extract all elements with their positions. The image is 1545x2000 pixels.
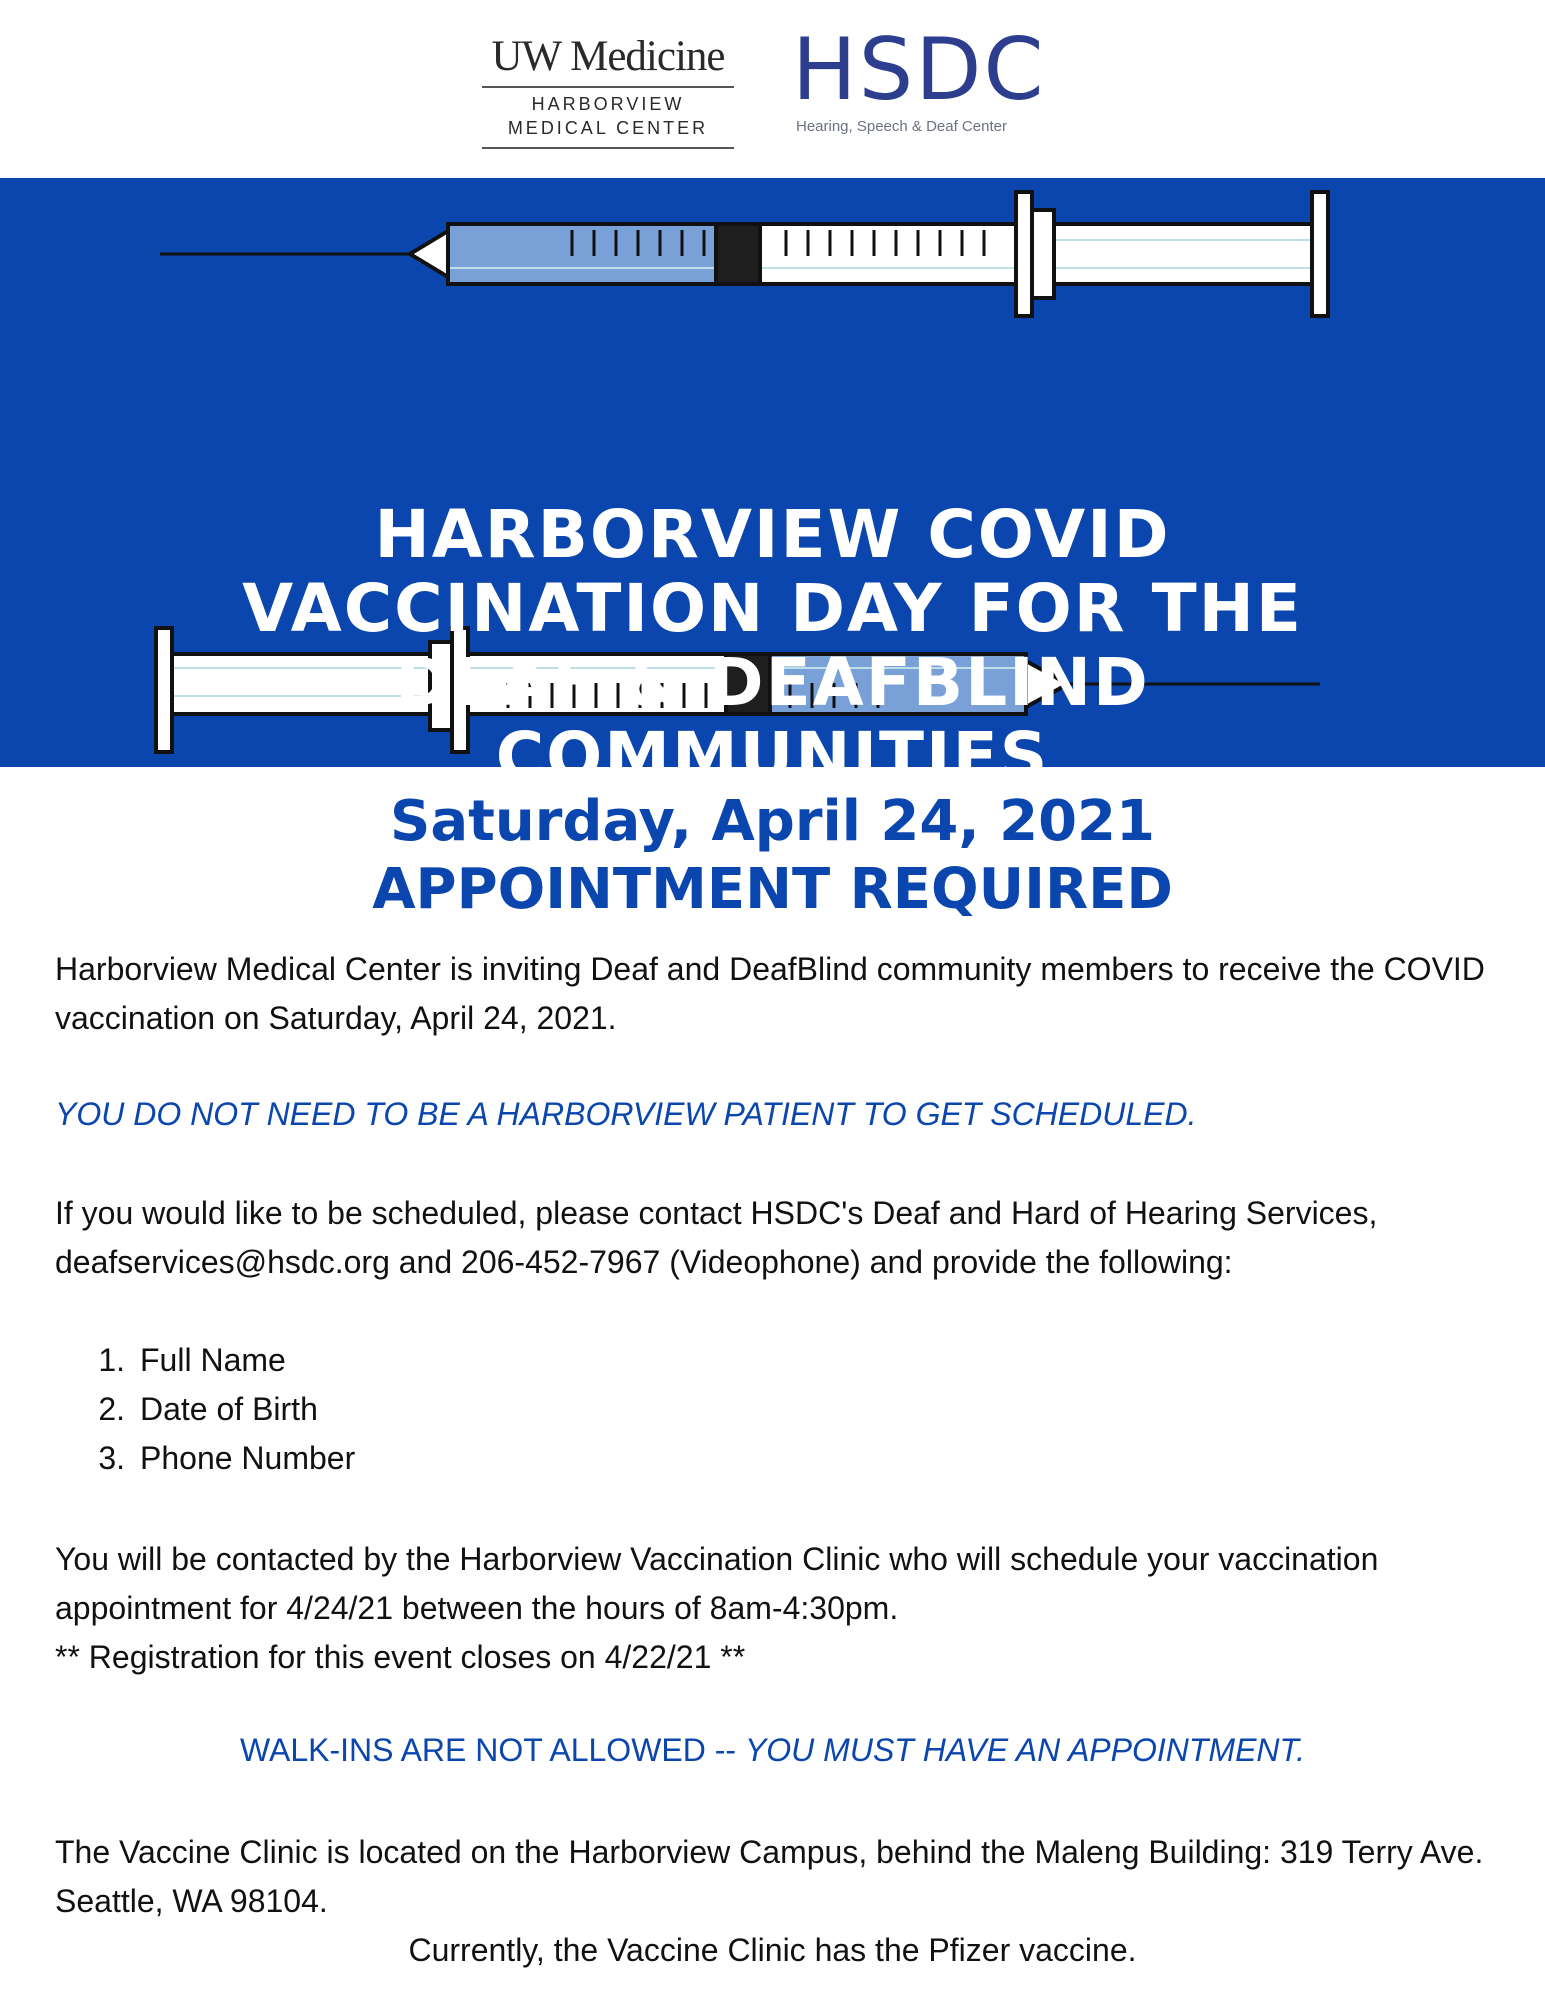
list-item [55, 1434, 355, 1483]
contact-paragraph: If you would like to be scheduled, please contact HSDC's Deaf and Hard of Hearing Services, deafservices@hsdc.org and 206-452-7967 (Videophone) and provide the following: [55, 1195, 1378, 1280]
appointment-notice: APPOINTMENT REQUIRED [372, 857, 1173, 922]
list-number: 2. [98, 1391, 125, 1427]
uw-sub-line-1: HARBORVIEW [531, 94, 685, 114]
list-item-text: Phone Number [140, 1440, 356, 1476]
list-item-text: Date of Birth [140, 1391, 318, 1427]
event-heading [0, 788, 1545, 924]
hsdc-logo [790, 20, 1060, 140]
banner-title-line: VACCINATION DAY FOR THE [242, 570, 1303, 647]
list-number: 3. [98, 1440, 125, 1476]
intro-paragraph: Harborview Medical Center is inviting Deaf and DeafBlind community members to receive the COVID vaccination on Saturday, April 24, 2021. [55, 951, 1485, 1036]
hsdc-tagline: Hearing, Speech & Deaf Center [796, 118, 1007, 135]
banner-title-line: HARBORVIEW COVID [374, 496, 1171, 573]
uw-sub-line-2: MEDICAL CENTER [507, 118, 709, 138]
location-paragraph: The Vaccine Clinic is located on the Harborview Campus, behind the Maleng Building: 319 Terry Ave. Seattle, WA 98104. [55, 1834, 1484, 1919]
vaccine-type-note: Currently, the Vaccine Clinic has the Pfizer vaccine. [408, 1932, 1137, 1968]
not-patient-notice: YOU DO NOT NEED TO BE A HARBORVIEW PATIENT TO GET SCHEDULED. [55, 1096, 1197, 1132]
list-item-text: Full Name [140, 1342, 286, 1378]
logo-rule [482, 147, 734, 149]
appointment-required-text: YOU MUST HAVE AN APPOINTMENT. [744, 1732, 1306, 1768]
walk-ins-notice [0, 1726, 1545, 1775]
uw-medicine-logo [480, 32, 736, 154]
banner-title [0, 498, 1545, 794]
logo-rule [482, 86, 734, 88]
list-item [55, 1336, 355, 1385]
walk-ins-text: WALK-INS ARE NOT ALLOWED -- [239, 1732, 745, 1768]
title-banner [0, 178, 1545, 795]
hsdc-wordmark: HSDC [792, 20, 1046, 120]
registration-note: ** Registration for this event closes on 4/22/21 ** [55, 1639, 746, 1675]
list-number: 1. [98, 1342, 125, 1378]
contacted-paragraph: You will be contacted by the Harborview Vaccination Clinic who will schedule your vaccination appointment for 4/24/21 between the hours of 8am-4:30pm. [55, 1541, 1379, 1626]
banner-title-line: COMMUNITIES [495, 718, 1050, 795]
required-info-list [55, 1336, 355, 1483]
banner-title-line: DEAF & DEAFBLIND [395, 644, 1150, 721]
list-item [55, 1385, 355, 1434]
uw-medicine-wordmark: UW Medicine [491, 33, 725, 80]
event-date: Saturday, April 24, 2021 [390, 789, 1155, 854]
